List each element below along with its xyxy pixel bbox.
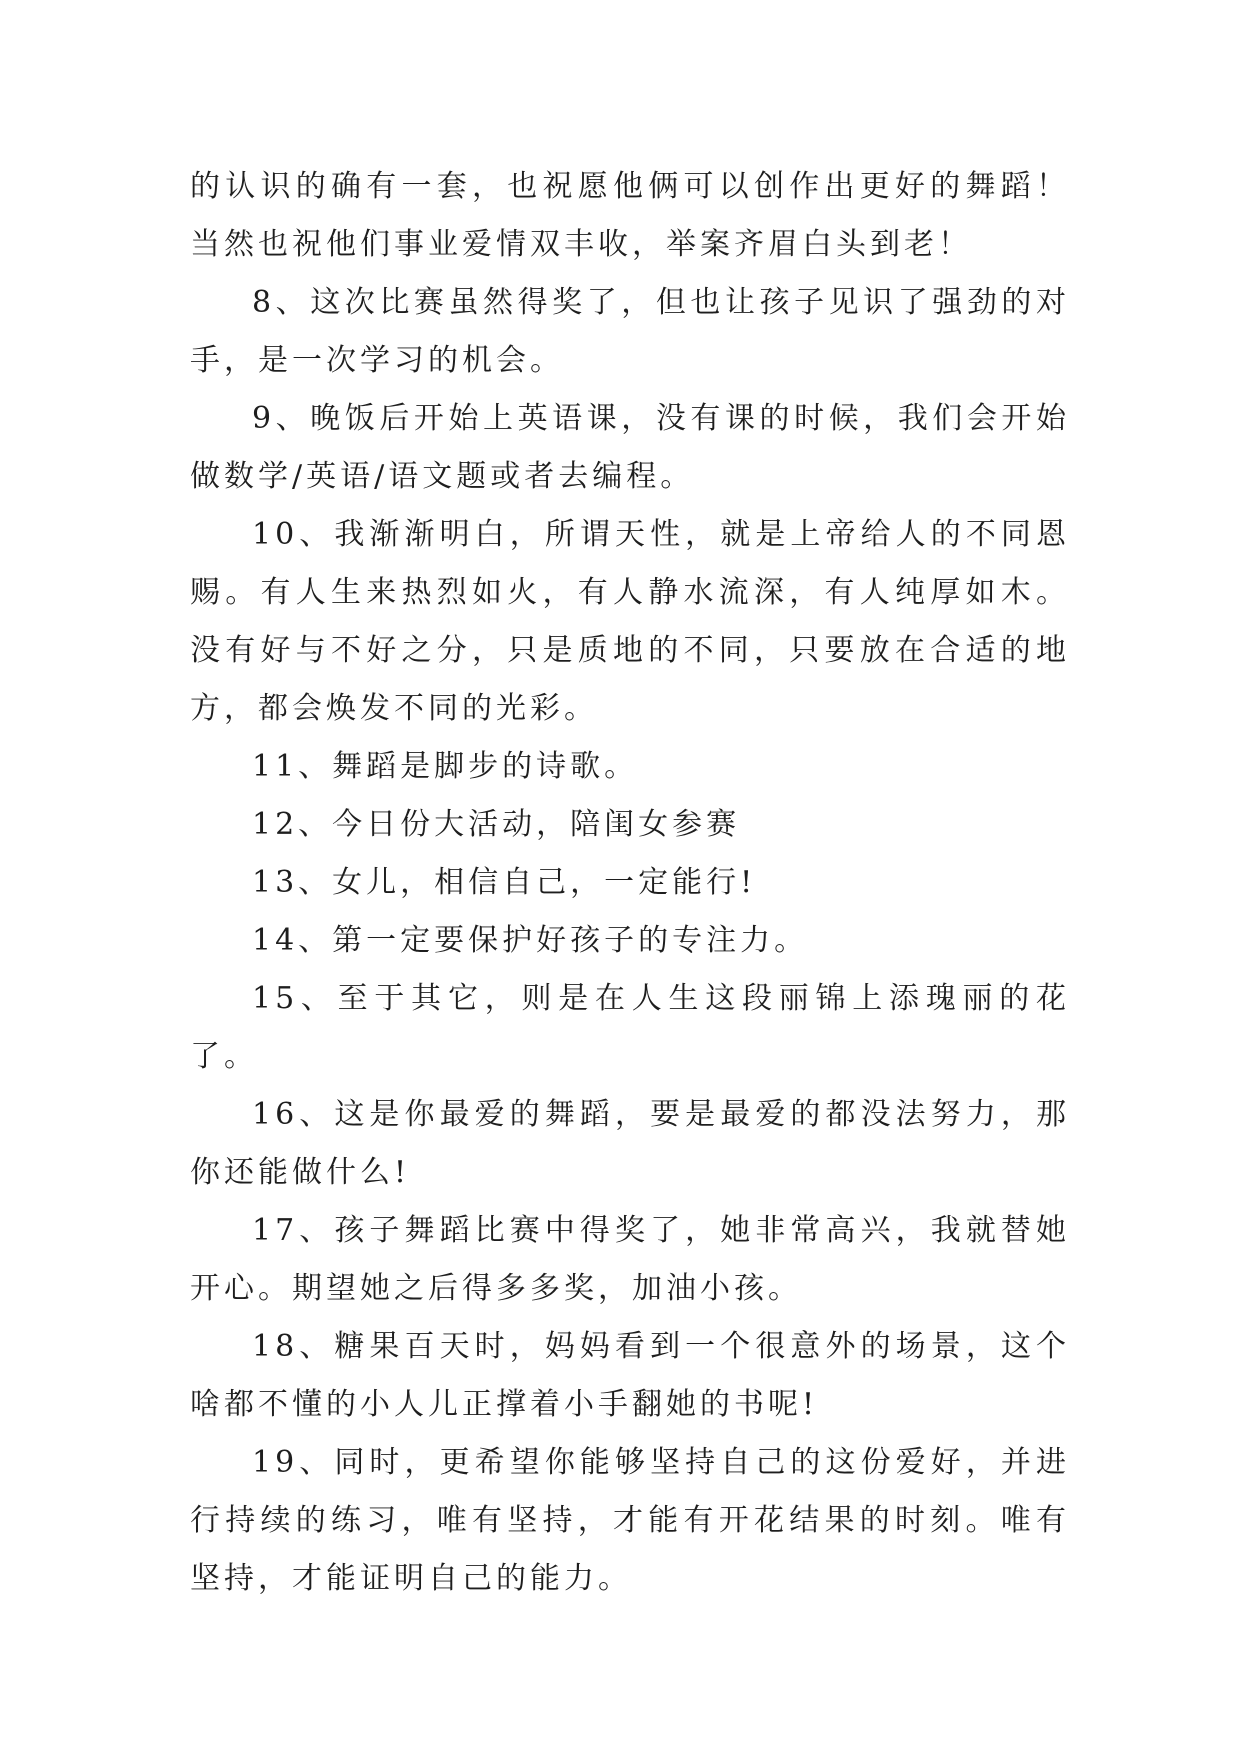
paragraph-14: 14、第一定要保护好孩子的专注力。	[252, 923, 809, 958]
paragraph-15: 15、至于其它，则是在人生这段丽锦上添瑰丽的花了。	[190, 981, 1070, 1074]
paragraph-10: 10、我渐渐明白，所谓天性，就是上帝给人的不同恩赐。有人生来热烈如火，有人静水流深，有人纯厚如木。没有好与不好之分，只是质地的不同，只要放在合适的地方，都会焕发不同的光彩。	[190, 517, 1070, 726]
paragraph-continued: 的认识的确有一套，也祝愿他俩可以创作出更好的舞蹈！当然也祝他们事业爱情双丰收，举案齐眉白头到老！	[190, 169, 1070, 262]
paragraph-12: 12、今日份大活动，陪闺女参赛	[252, 807, 741, 842]
paragraph-11: 11、舞蹈是脚步的诗歌。	[252, 749, 639, 784]
paragraph-9: 9、晚饭后开始上英语课，没有课的时候，我们会开始做数学/英语/语文题或者去编程。	[190, 401, 1070, 494]
paragraph-8: 8、这次比赛虽然得奖了，但也让孩子见识了强劲的对手，是一次学习的机会。	[190, 285, 1070, 378]
paragraph-19: 19、同时，更希望你能够坚持自己的这份爱好，并进行持续的练习，唯有坚持，才能有开花结果的时刻。唯有坚持，才能证明自己的能力。	[190, 1445, 1070, 1596]
paragraph-16: 16、这是你最爱的舞蹈，要是最爱的都没法努力，那你还能做什么!	[190, 1097, 1070, 1190]
document-body	[190, 158, 1070, 1608]
paragraph-13: 13、女儿，相信自己，一定能行!	[252, 865, 757, 900]
paragraph-17: 17、孩子舞蹈比赛中得奖了，她非常高兴，我就替她开心。期望她之后得多多奖，加油小孩。	[190, 1213, 1070, 1306]
paragraph-18: 18、糖果百天时，妈妈看到一个很意外的场景，这个啥都不懂的小人儿正撑着小手翻她的书呢!	[190, 1329, 1070, 1422]
